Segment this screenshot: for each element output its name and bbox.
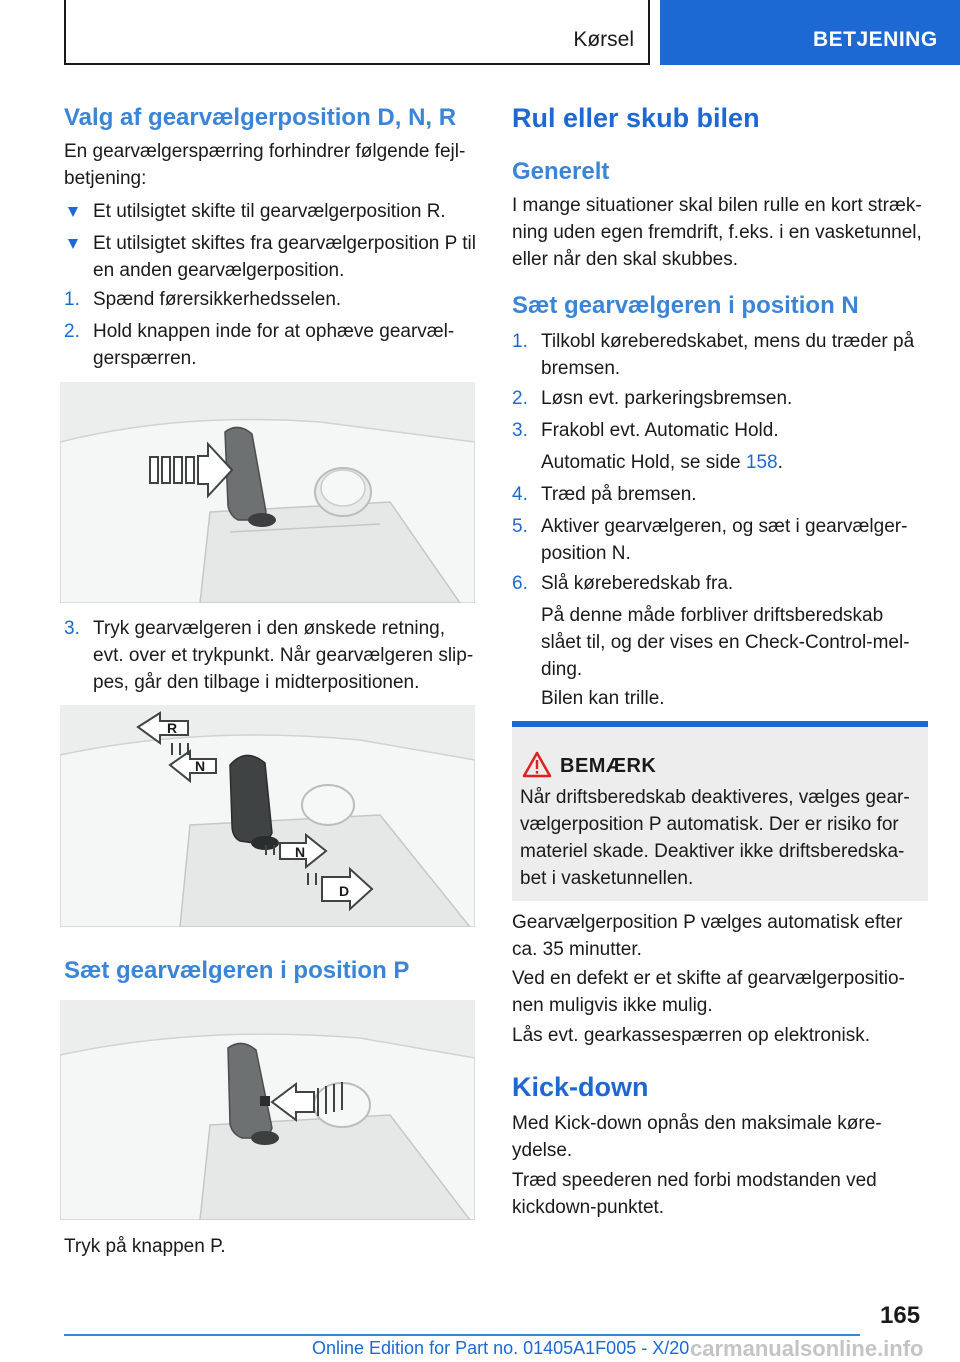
shift-label-n-up: N (194, 758, 206, 774)
notice-body: Når driftsberedskab deaktiveres, vælges gear-vælgerposition P automatisk. Der er risiko for materiel skade. Deaktiver ikke driftsberedska-bet i vasketunnellen. (520, 787, 910, 889)
section-title: Kørsel (573, 28, 634, 51)
heading-roll-push: Rul eller skub bilen (512, 103, 760, 133)
unlock-paragraph: Lås evt. gearkassespærren op elektronisk. (512, 1025, 871, 1046)
shift-label-n-down: N (294, 844, 306, 860)
chapter-title: BETJENING (813, 28, 938, 51)
figure-shift-directions (60, 705, 475, 927)
kickdown-paragraph-2: Træd speederen ned forbi modstanden ved kickdown-punktet. (512, 1170, 877, 1218)
notice-box (512, 721, 928, 901)
heading-set-p: Sæt gearvælgeren i position P (64, 957, 410, 984)
shift-label-d: D (338, 883, 350, 899)
notice-title: BEMÆRK (560, 755, 657, 777)
auto-p-paragraph: Gearvælgerposition P vælges automatisk efter ca. 35 minutter. (512, 912, 903, 960)
defect-paragraph: Ved en defekt er et skifte af gearvælgerpositio-nen muligvis ikke mulig. (512, 968, 905, 1016)
shift-label-r: R (166, 720, 178, 736)
general-paragraph: I mange situationer skal bilen rulle en kort stræk-ning uden egen fremdrift, f.eks. i en vasketunnel, eller når den skal skubbes. (512, 195, 922, 270)
subheading-general: Generelt (512, 158, 610, 185)
kickdown-paragraph-1: Med Kick-down opnås den maksimale køre-ydelse. (512, 1113, 882, 1161)
page-number: 165 (880, 1302, 921, 1329)
heading-kickdown: Kick-down (512, 1072, 649, 1102)
step6-note-roll: Bilen kan trille. (541, 688, 665, 709)
triangle-bullet-icon (68, 239, 78, 249)
page-link-158[interactable]: 158 (745, 452, 778, 473)
triangle-bullet-icon (68, 207, 78, 217)
header-section-box (64, 0, 650, 65)
figure-gear-unlock (60, 382, 475, 603)
header-chapter-tab (660, 0, 960, 65)
figure-p-button (60, 1000, 475, 1220)
footer-edition: Online Edition for Part no. 01405A1F005 - X/20 (312, 1338, 690, 1358)
step3-note: Automatic Hold, se side 158. (541, 452, 783, 473)
warning-triangle-icon (522, 751, 552, 778)
step6-note: På denne måde forbliver driftsberedskab slået til, og der vises en Check-Control-mel-ding. (541, 605, 910, 680)
caption-press-p: Tryk på knappen P. (64, 1236, 226, 1257)
subheading-set-n: Sæt gearvælgeren i position N (512, 292, 859, 319)
intro-paragraph: En gearvælgerspærring forhindrer følgende fejl-betjening: (64, 141, 466, 189)
heading-select-dnr: Valg af gearvælgerposition D, N, R (64, 104, 457, 131)
watermark: carmanualsonline.info (690, 1336, 924, 1361)
